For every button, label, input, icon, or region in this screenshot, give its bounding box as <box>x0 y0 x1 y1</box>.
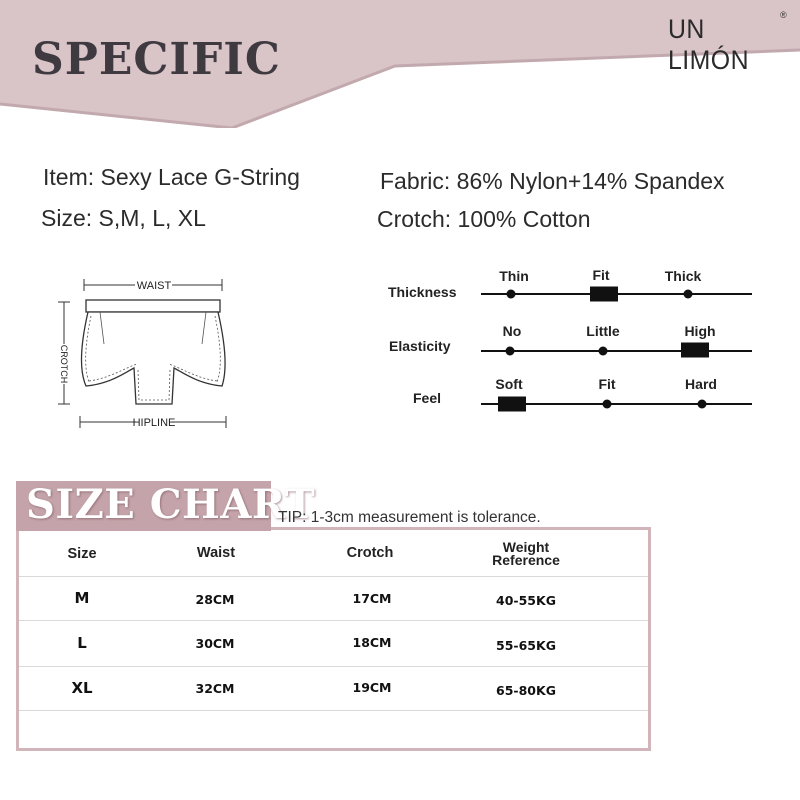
thickness-selected-marker <box>590 287 618 302</box>
hipline-label: HIPLINE <box>132 417 176 429</box>
elasticity-dot-little <box>599 347 608 356</box>
item-fabric: Fabric: 86% Nylon+14% Spandex <box>380 168 725 194</box>
elasticity-option-high: High <box>684 323 716 339</box>
elasticity-option-little: Little <box>586 323 620 339</box>
row-l-weight: 55-65KG <box>496 638 556 653</box>
row-xl-size: XL <box>71 679 93 697</box>
size-chart-title: SIZE CHART <box>26 481 316 528</box>
header-crotch: Crotch <box>346 545 394 561</box>
elasticity-selected-marker <box>681 343 709 358</box>
registered-mark: ® <box>780 10 787 20</box>
thickness-option-thin: Thin <box>499 268 529 284</box>
page-title: SPECIFIC <box>32 34 281 85</box>
row-divider <box>19 576 648 577</box>
header-size: Size <box>67 546 97 562</box>
elasticity-track <box>481 350 752 352</box>
feel-option-fit: Fit <box>598 376 616 392</box>
row-xl-waist: 32CM <box>195 681 235 696</box>
row-l-waist: 30CM <box>195 636 235 651</box>
crotch-label: CROTCH <box>59 344 69 384</box>
row-m-size: M <box>74 589 90 607</box>
item-sizes: Size: S,M, L, XL <box>41 205 206 231</box>
item-crotch: Crotch: 100% Cotton <box>377 206 591 232</box>
feel-dot-fit <box>603 400 612 409</box>
header-reference: Reference <box>492 552 560 568</box>
header-weight-reference <box>492 541 560 567</box>
garment-diagram <box>48 268 258 436</box>
tolerance-tip: TIP: 1-3cm measurement is tolerance. <box>278 509 541 526</box>
header-weight: Weight <box>502 539 550 555</box>
row-m-crotch: 17CM <box>352 591 392 606</box>
thickness-option-thick: Thick <box>664 268 702 284</box>
feel-option-hard: Hard <box>685 376 717 392</box>
elasticity-label: Elasticity <box>389 338 451 354</box>
thickness-dot-thin <box>507 290 516 299</box>
row-m-weight: 40-55KG <box>496 593 556 608</box>
thickness-label: Thickness <box>388 284 457 300</box>
feel-dot-hard <box>698 400 707 409</box>
row-divider <box>19 620 648 621</box>
row-m-waist: 28CM <box>195 592 235 607</box>
row-l-crotch: 18CM <box>352 635 392 650</box>
thickness-dot-thick <box>684 290 693 299</box>
item-name: Item: Sexy Lace G-String <box>43 164 300 190</box>
header-waist: Waist <box>196 545 236 561</box>
row-xl-weight: 65-80KG <box>496 683 556 698</box>
feel-option-soft: Soft <box>495 376 523 392</box>
row-divider <box>19 710 648 711</box>
row-xl-crotch: 19CM <box>352 680 392 695</box>
elasticity-option-no: No <box>502 323 522 339</box>
feel-selected-marker <box>498 397 526 412</box>
thickness-option-fit: Fit <box>592 267 610 283</box>
row-l-size: L <box>77 634 87 652</box>
row-divider <box>19 666 648 667</box>
feel-label: Feel <box>413 390 442 406</box>
brand-logo: UN LIMÓN <box>668 14 749 75</box>
elasticity-dot-no <box>506 347 515 356</box>
waist-label: WAIST <box>136 280 172 292</box>
